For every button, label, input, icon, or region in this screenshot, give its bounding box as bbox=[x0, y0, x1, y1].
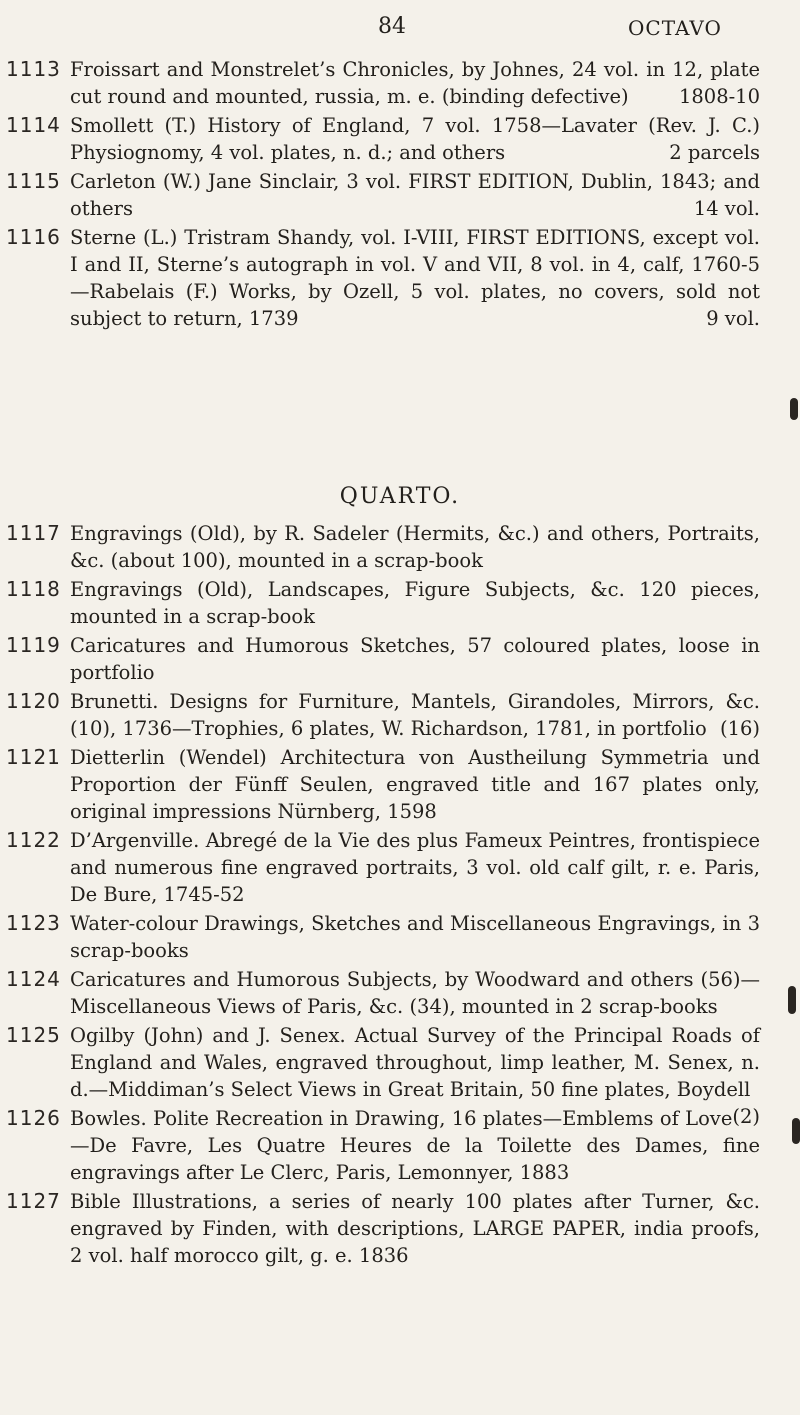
running-head: OCTAVO bbox=[628, 16, 722, 40]
lot-quantity: 9 vol. bbox=[706, 307, 760, 330]
lot-text: Sterne (L.) Tristram Shandy, vol. I-VIII, FIRST EDITIONS, except vol. I and II, Sterne’s autograph in vol. V and VII, 8 vol. in 4, calf, 1760-5—Rabelais (F.) Works, by Ozell, 5 vol. plates, no covers, sold not subject to return, 1739 bbox=[70, 226, 760, 330]
octavo-entries bbox=[0, 56, 800, 334]
catalogue-entry bbox=[0, 168, 800, 222]
lot-number: 1116 bbox=[6, 225, 61, 249]
lot-number: 1122 bbox=[6, 828, 61, 852]
catalogue-entry bbox=[0, 1188, 800, 1269]
catalogue-entry bbox=[0, 224, 800, 332]
lot-number: 1114 bbox=[6, 113, 61, 137]
lot-description bbox=[70, 520, 760, 574]
lot-quantity: 2 parcels bbox=[669, 141, 760, 164]
lot-text: Caricatures and Humorous Subjects, by Woodward and others (56)—Miscellaneous Views of Paris, &c. (34), mounted in 2 scrap-books bbox=[70, 968, 760, 1018]
lot-number: 1121 bbox=[6, 745, 61, 769]
lot-description bbox=[70, 688, 760, 742]
page-edge-mark bbox=[792, 1118, 800, 1144]
lot-description bbox=[70, 168, 760, 222]
lot-number: 1115 bbox=[6, 169, 61, 193]
lot-text: Bible Illustrations, a series of nearly 100 plates after Turner, &c. engraved by Finden, with descriptions, LARGE PAPER, india proofs, 2 vol. half morocco gilt, g. e. 1836 bbox=[70, 1190, 760, 1267]
lot-number: 1124 bbox=[6, 967, 61, 991]
lot-text: D’Argenville. Abregé de la Vie des plus Fameux Peintres, frontispiece and numerous fine engraved portraits, 3 vol. old calf gilt, r. e. Paris, De Bure, 1745-52 bbox=[70, 829, 760, 906]
lot-description bbox=[70, 827, 760, 908]
page-number: 84 bbox=[378, 14, 406, 39]
quarto-entries bbox=[0, 520, 800, 1271]
lot-description bbox=[70, 224, 760, 332]
lot-text: Dietterlin (Wendel) Architectura von Austheilung Symmetria und Proportion der Fünff Seulen, engraved title and 167 plates only, original impressions Nürnberg, 1598 bbox=[70, 746, 760, 823]
lot-number: 1123 bbox=[6, 911, 61, 935]
catalogue-entry bbox=[0, 744, 800, 825]
lot-number: 1127 bbox=[6, 1189, 61, 1213]
lot-number: 1125 bbox=[6, 1023, 61, 1047]
lot-text: Carleton (W.) Jane Sinclair, 3 vol. FIRST EDITION, Dublin, 1843; and others bbox=[70, 170, 760, 220]
lot-quantity: (2) bbox=[732, 1105, 760, 1128]
section-title: QUARTO. bbox=[339, 484, 461, 509]
catalogue-entry bbox=[0, 827, 800, 908]
lot-description bbox=[70, 576, 760, 630]
lot-number: 1117 bbox=[6, 521, 61, 545]
lot-text: Engravings (Old), by R. Sadeler (Hermits, &c.) and others, Portraits, &c. (about 100), mounted in a scrap-book bbox=[70, 522, 760, 572]
catalogue-entry bbox=[0, 576, 800, 630]
lot-description bbox=[70, 632, 760, 686]
lot-text: Engravings (Old), Landscapes, Figure Subjects, &c. 120 pieces, mounted in a scrap-book bbox=[70, 578, 760, 628]
lot-number: 1120 bbox=[6, 689, 61, 713]
lot-description bbox=[70, 1022, 760, 1128]
lot-text: Water-colour Drawings, Sketches and Miscellaneous Engravings, in 3 scrap-books bbox=[70, 912, 760, 962]
lot-quantity: (16) bbox=[719, 717, 760, 740]
lot-text: Froissart and Monstrelet’s Chronicles, by Johnes, 24 vol. in 12, plate cut round and mounted, russia, m. e. (binding defective) bbox=[70, 58, 760, 108]
lot-description bbox=[70, 966, 760, 1020]
catalogue-entry bbox=[0, 1105, 800, 1186]
lot-description bbox=[70, 1105, 760, 1186]
catalogue-entry bbox=[0, 910, 800, 964]
lot-number: 1126 bbox=[6, 1106, 61, 1130]
page-edge-mark bbox=[788, 986, 796, 1014]
lot-text: Brunetti. Designs for Furniture, Mantels, Girandoles, Mirrors, &c. (10), 1736—Trophies, 6 plates, W. Richardson, 1781, in portfolio bbox=[70, 690, 760, 740]
lot-description bbox=[70, 56, 760, 110]
lot-description bbox=[70, 1188, 760, 1269]
lot-text: Caricatures and Humorous Sketches, 57 coloured plates, loose in portfolio bbox=[70, 634, 760, 684]
lot-quantity: 14 vol. bbox=[693, 197, 760, 220]
lot-number: 1113 bbox=[6, 57, 61, 81]
lot-text: Ogilby (John) and J. Senex. Actual Survey of the Principal Roads of England and Wales, engraved throughout, limp leather, M. Senex, n. d.—Middiman’s Select Views in Great Britain, 50 fine plates, Boydell bbox=[70, 1024, 760, 1101]
catalogue-entry bbox=[0, 56, 800, 110]
lot-number: 1119 bbox=[6, 633, 61, 657]
page-header bbox=[0, 14, 800, 44]
catalogue-entry bbox=[0, 688, 800, 742]
lot-quantity: 1808-10 bbox=[678, 85, 760, 108]
catalogue-entry bbox=[0, 632, 800, 686]
lot-description bbox=[70, 112, 760, 166]
lot-description bbox=[70, 910, 760, 964]
lot-description bbox=[70, 744, 760, 825]
catalogue-entry bbox=[0, 520, 800, 574]
lot-text: Smollett (T.) History of England, 7 vol. 1758—Lavater (Rev. J. C.) Physiognomy, 4 vol. plates, n. d.; and others bbox=[70, 114, 760, 164]
catalogue-entry bbox=[0, 966, 800, 1020]
lot-text: Bowles. Polite Recreation in Drawing, 16 plates—Emblems of Love—De Favre, Les Quatre Heures de la Toilette des Dames, fine engravings after Le Clerc, Paris, Lemonnyer, 1883 bbox=[70, 1107, 760, 1184]
catalogue-entry bbox=[0, 112, 800, 166]
lot-number: 1118 bbox=[6, 577, 61, 601]
page-edge-mark bbox=[790, 398, 798, 420]
